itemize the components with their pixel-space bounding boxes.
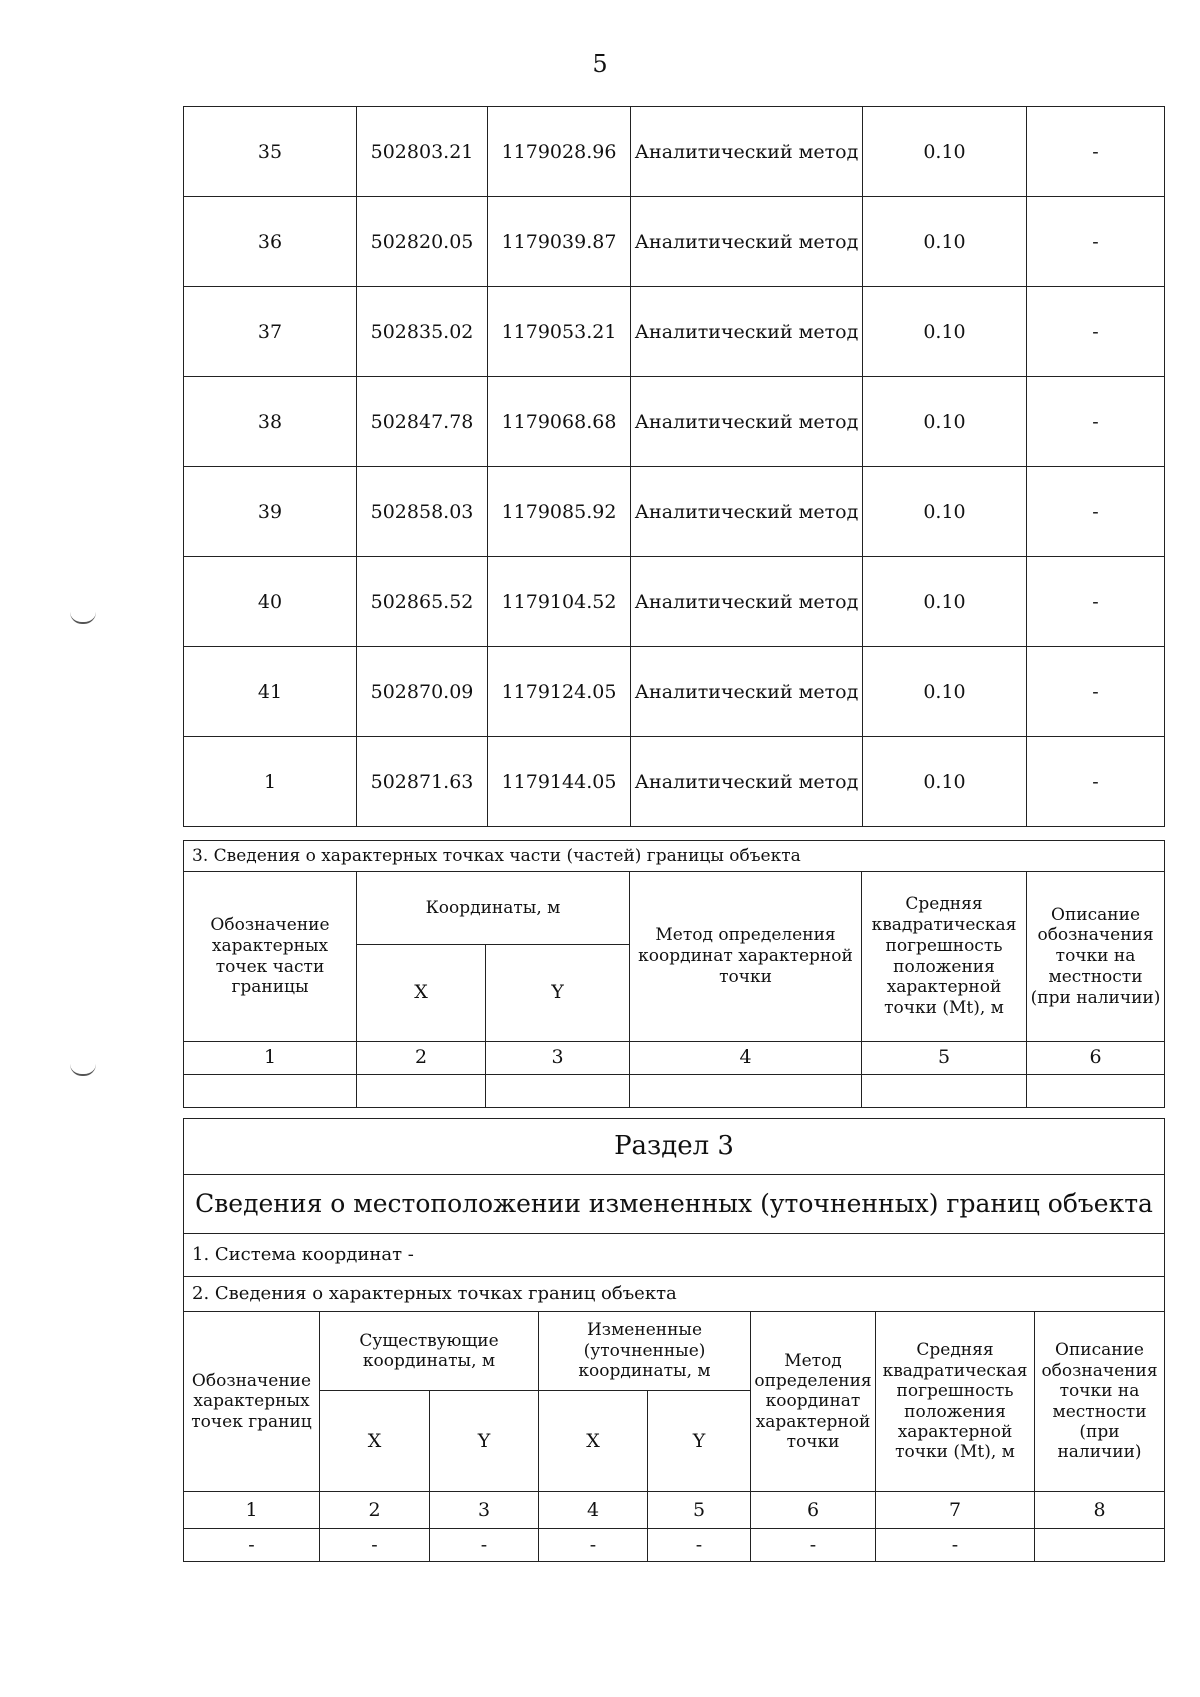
description: - [1027, 647, 1165, 737]
description: - [1027, 557, 1165, 647]
header-coordinates: Координаты, м [357, 872, 630, 945]
dash-cell: - [539, 1529, 648, 1562]
header-x: X [357, 945, 486, 1042]
coord-x: 502870.09 [357, 647, 488, 737]
part-boundary-table [183, 840, 1165, 1108]
point-number: 40 [184, 557, 357, 647]
description: - [1027, 377, 1165, 467]
column-number: 1 [184, 1492, 320, 1529]
dash-cell: - [751, 1529, 876, 1562]
point-number: 41 [184, 647, 357, 737]
point-number: 38 [184, 377, 357, 467]
header-changed-x: X [539, 1391, 648, 1492]
coord-x: 502820.05 [357, 197, 488, 287]
column-number: 4 [539, 1492, 648, 1529]
mt-value: 0.10 [863, 287, 1027, 377]
description: - [1027, 287, 1165, 377]
dash-cell: - [184, 1529, 320, 1562]
coord-x: 502835.02 [357, 287, 488, 377]
method: Аналитический метод [631, 647, 863, 737]
mt-value: 0.10 [863, 557, 1027, 647]
column-number: 4 [630, 1042, 862, 1075]
column-number: 3 [486, 1042, 630, 1075]
coord-y: 1179124.05 [488, 647, 631, 737]
method: Аналитический метод [631, 287, 863, 377]
binding-hole-mark [70, 1064, 96, 1076]
dash-cell: - [876, 1529, 1035, 1562]
point-number: 1 [184, 737, 357, 827]
header-designation: Обозначение характерных точек границ [184, 1312, 320, 1492]
method: Аналитический метод [631, 467, 863, 557]
column-number: 2 [357, 1042, 486, 1075]
header-designation: Обозначение характерных точек части границы [184, 872, 357, 1042]
column-number: 7 [876, 1492, 1035, 1529]
part-section-caption: 3. Сведения о характерных точках части (частей) границы объекта [184, 841, 1165, 872]
empty-cell [862, 1075, 1027, 1108]
empty-cell [184, 1075, 357, 1108]
header-mt: Средняя квадратическая погрешность положения характерной точки (Mt), м [862, 872, 1027, 1042]
description: - [1027, 107, 1165, 197]
method: Аналитический метод [631, 107, 863, 197]
column-number: 8 [1035, 1492, 1165, 1529]
mt-value: 0.10 [863, 197, 1027, 287]
coord-x: 502847.78 [357, 377, 488, 467]
column-number: 5 [648, 1492, 751, 1529]
section-3-table [183, 1118, 1165, 1562]
header-description: Описание обозначения точки на местности (при наличии) [1027, 872, 1165, 1042]
table-row [184, 647, 1165, 737]
header-existing-y: Y [430, 1391, 539, 1492]
header-mt: Средняя квадратическая погрешность положения характерной точки (Mt), м [876, 1312, 1035, 1492]
mt-value: 0.10 [863, 737, 1027, 827]
header-description: Описание обозначения точки на местности (при наличии) [1035, 1312, 1165, 1492]
header-y: Y [486, 945, 630, 1042]
empty-cell [1027, 1075, 1165, 1108]
coord-y: 1179144.05 [488, 737, 631, 827]
header-method: Метод определения координат характерной точки [751, 1312, 876, 1492]
dash-cell [1035, 1529, 1165, 1562]
description: - [1027, 737, 1165, 827]
dash-cell: - [648, 1529, 751, 1562]
coord-x: 502865.52 [357, 557, 488, 647]
table-row [184, 557, 1165, 647]
mt-value: 0.10 [863, 107, 1027, 197]
method: Аналитический метод [631, 557, 863, 647]
column-number: 6 [751, 1492, 876, 1529]
column-number: 2 [320, 1492, 430, 1529]
point-number: 35 [184, 107, 357, 197]
header-existing-coordinates: Существующие координаты, м [320, 1312, 539, 1391]
header-changed-y: Y [648, 1391, 751, 1492]
column-number: 1 [184, 1042, 357, 1075]
column-number: 5 [862, 1042, 1027, 1075]
page-number: 5 [592, 50, 608, 78]
table-row [184, 467, 1165, 557]
description: - [1027, 197, 1165, 287]
coord-x: 502803.21 [357, 107, 488, 197]
table-row [184, 287, 1165, 377]
coord-y: 1179039.87 [488, 197, 631, 287]
point-number: 37 [184, 287, 357, 377]
table-row [184, 737, 1165, 827]
column-number: 3 [430, 1492, 539, 1529]
section-title: Раздел 3 [184, 1119, 1165, 1175]
section-subtitle: Сведения о местоположении измененных (уточненных) границ объекта [184, 1175, 1165, 1234]
empty-cell [486, 1075, 630, 1108]
coord-y: 1179085.92 [488, 467, 631, 557]
points-table [183, 106, 1165, 827]
dash-cell: - [320, 1529, 430, 1562]
binding-hole-mark [70, 612, 96, 624]
point-number: 39 [184, 467, 357, 557]
points-caption: 2. Сведения о характерных точках границ объекта [184, 1277, 1165, 1312]
empty-cell [630, 1075, 862, 1108]
header-changed-coordinates: Измененные (уточненные) координаты, м [539, 1312, 751, 1391]
column-number: 6 [1027, 1042, 1165, 1075]
mt-value: 0.10 [863, 647, 1027, 737]
coord-x: 502858.03 [357, 467, 488, 557]
header-existing-x: X [320, 1391, 430, 1492]
header-method: Метод определения координат характерной точки [630, 872, 862, 1042]
table-row [184, 197, 1165, 287]
coord-y: 1179028.96 [488, 107, 631, 197]
mt-value: 0.10 [863, 467, 1027, 557]
method: Аналитический метод [631, 737, 863, 827]
method: Аналитический метод [631, 377, 863, 467]
dash-cell: - [430, 1529, 539, 1562]
description: - [1027, 467, 1165, 557]
empty-cell [357, 1075, 486, 1108]
coord-y: 1179053.21 [488, 287, 631, 377]
coordinate-system: 1. Система координат - [184, 1234, 1165, 1277]
mt-value: 0.10 [863, 377, 1027, 467]
table-row [184, 377, 1165, 467]
point-number: 36 [184, 197, 357, 287]
table-row [184, 107, 1165, 197]
coord-x: 502871.63 [357, 737, 488, 827]
coord-y: 1179104.52 [488, 557, 631, 647]
method: Аналитический метод [631, 197, 863, 287]
coord-y: 1179068.68 [488, 377, 631, 467]
